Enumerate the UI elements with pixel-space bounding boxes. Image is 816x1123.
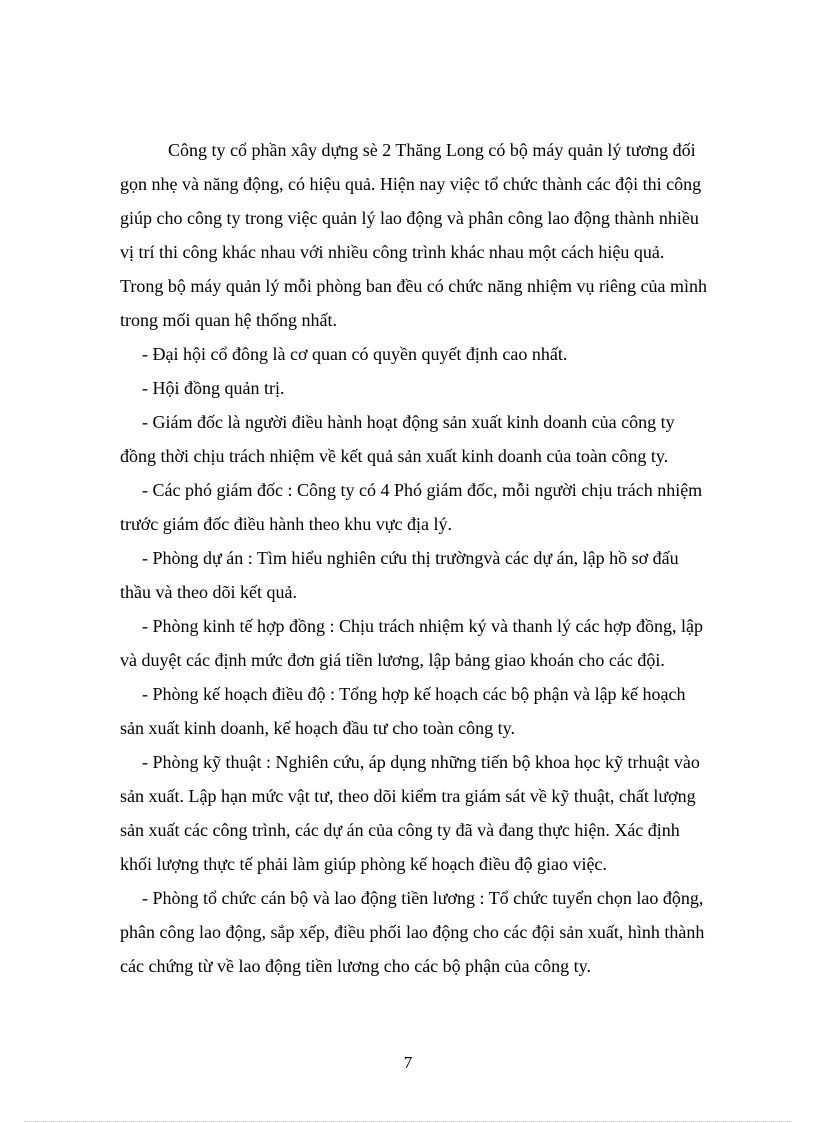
paragraph-contracts-department: - Phòng kinh tế hợp đồng : Chịu trách nhiệm ký và thanh lý các hợp đồng, lập và duyệt các định mức đơn giá tiền lương, lập bảng giao khoán cho các đội. — [120, 616, 703, 670]
paragraph-personnel-department: - Phòng tổ chức cán bộ và lao động tiền lương : Tổ chức tuyển chọn lao động, phân công lao động, sắp xếp, điều phối lao động cho các đội sản xuất, hình thành các chứng từ về lao động tiền lương cho các bộ phận của công ty. — [120, 888, 705, 976]
paragraph-director: - Giám đốc là người điều hành hoạt động sản xuất kinh doanh của công ty đồng thời chịu trách nhiệm về kết quả sản xuất kinh doanh của toàn công ty. — [120, 412, 675, 466]
paragraph-shareholders-meeting: - Đại hội cổ đông là cơ quan có quyền quyết định cao nhất. — [142, 344, 568, 364]
intro-paragraph: Công ty cổ phần xây dựng sè 2 Thăng Long có bộ máy quản lý tương đối gọn nhẹ và năng động, có hiệu quả. Hiện nay việc tổ chức thành các đội thi công giúp cho công ty trong việc quản lý lao động và phân công lao động thành nhiều vị trí thi công khác nhau với nhiều công trình khác nhau một cách hiệu quả. Trong bộ máy quản lý mỗi phòng ban đều có chức năng nhiệm vụ riêng của mình trong mối quan hệ thống nhất. — [120, 140, 707, 330]
page-number: 7 — [403, 1053, 413, 1072]
paragraph-projects-department: - Phòng dự án : Tìm hiểu nghiên cứu thị trườngvà các dự án, lập hồ sơ đấu thầu và theo dõi kết quả. — [120, 548, 679, 602]
document-body — [120, 133, 731, 983]
paragraph-technical-department: - Phòng kỹ thuật : Nghiên cứu, áp dụng những tiến bộ khoa học kỹ trhuật vào sản xuất. Lập hạn mức vật tư, theo dõi kiểm tra giám sát về kỹ thuật, chất lượng sản xuất các công trình, các dự án của công ty đã và đang thực hiện. Xác định khối lượng thực tế phải làm giúp phòng kế hoạch điều độ giao việc. — [120, 752, 700, 874]
paragraph-board-of-directors: - Hội đồng quản trị. — [142, 378, 285, 398]
paragraph-deputy-directors: - Các phó giám đốc : Công ty có 4 Phó giám đốc, mỗi người chịu trách nhiệm trước giám đốc điều hành theo khu vực địa lý. — [120, 480, 703, 534]
paragraph-planning-department: - Phòng kế hoạch điều độ : Tổng hợp kế hoạch các bộ phận và lập kế hoạch sản xuất kinh doanh, kế hoạch đầu tư cho toàn công ty. — [120, 684, 686, 738]
page-bottom-divider — [24, 1121, 792, 1122]
